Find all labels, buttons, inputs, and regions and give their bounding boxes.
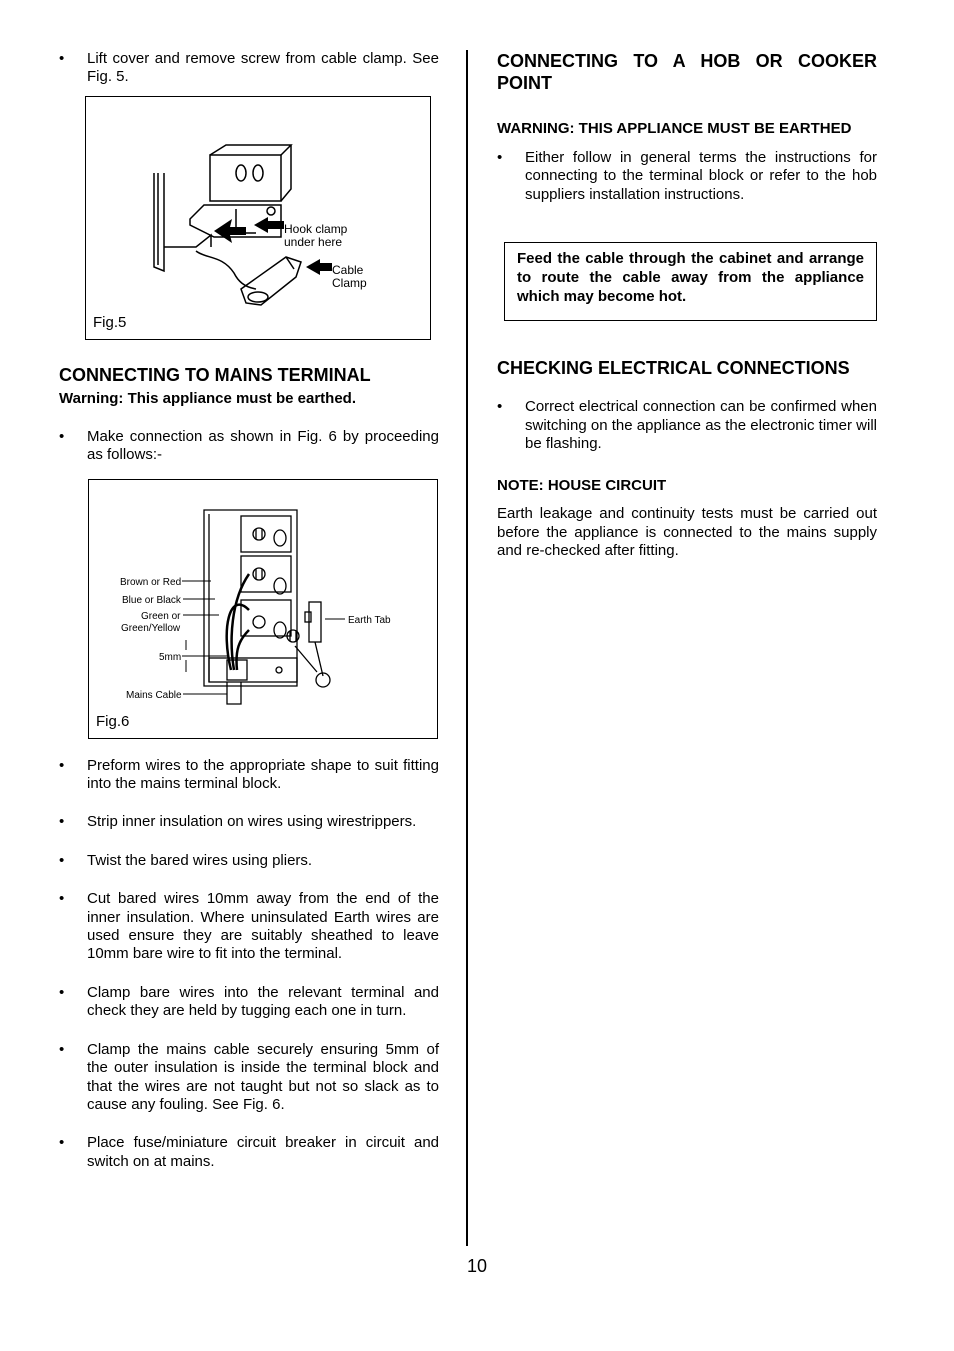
insulation-5mm-label: 5mm — [159, 651, 182, 663]
step-item — [59, 1041, 439, 1115]
step-item — [59, 890, 439, 964]
hob-heading: CONNECTING TO A HOB OR COOKER POINT — [497, 51, 877, 93]
figure-5 — [85, 96, 431, 340]
step-item — [59, 1134, 439, 1171]
right-column — [497, 50, 877, 561]
check-heading: CHECKING ELECTRICAL CONNECTIONS — [497, 358, 850, 379]
cable-clamp-label-2: Clamp — [332, 275, 367, 290]
brown-wire-label: Brown or Red — [120, 576, 182, 588]
step-text: Preform wires to the appropriate shape to suit fitting into the mains terminal block. — [87, 756, 439, 793]
green-wire-label-2: Green/Yellow — [121, 622, 181, 634]
bullet-mark: • — [59, 756, 65, 774]
step-text: Place fuse/miniature circuit breaker in circuit and switch on at mains. — [87, 1134, 439, 1170]
mains-warning: Warning: This appliance must be earthed. — [59, 389, 356, 407]
step-text: Strip inner insulation on wires using wirestrippers. — [87, 813, 417, 831]
step-text: Twist the bared wires using pliers. — [87, 851, 313, 869]
bullet-mark: • — [59, 983, 65, 1001]
bullet-mark: • — [497, 149, 503, 166]
earth-tab-label: Earth Tab — [348, 614, 391, 626]
bullet-mark: • — [59, 427, 65, 445]
bullet-mark: • — [59, 813, 65, 831]
bullet-mark: • — [497, 398, 503, 416]
terminal-block-diagram — [89, 480, 437, 738]
connection-text: Make connection as shown in Fig. 6 by proceeding as follows:- — [87, 427, 439, 464]
page-number: 10 — [466, 1256, 488, 1276]
blue-wire-label: Blue or Black — [122, 594, 181, 606]
bullet-mark: • — [59, 890, 65, 908]
bullet-mark: • — [59, 1134, 65, 1152]
step-item — [59, 984, 439, 1021]
bullet-mark: • — [59, 1040, 65, 1058]
connection-bullet — [59, 428, 439, 465]
mains-cable-label: Mains Cable — [126, 689, 182, 701]
left-column — [59, 50, 439, 1171]
step-item — [59, 852, 439, 870]
cable-clamp-label-1: Cable — [332, 262, 364, 277]
green-wire-label-1: Green or — [141, 610, 181, 622]
fig6-caption: Fig.6 — [96, 712, 130, 730]
figure-6 — [88, 479, 438, 739]
mains-heading: CONNECTING TO MAINS TERMINAL — [59, 364, 371, 385]
bullet-mark: • — [59, 851, 65, 869]
check-bullet — [497, 398, 877, 453]
bullet-mark: • — [59, 50, 65, 67]
column-divider — [466, 50, 468, 1246]
hook-clamp-label-1: Hook clamp — [284, 221, 348, 236]
intro-bullet — [59, 50, 439, 87]
fig5-caption: Fig.5 — [93, 313, 127, 331]
hob-warning: WARNING: THIS APPLIANCE MUST BE EARTHED — [497, 120, 852, 137]
step-item — [59, 813, 439, 831]
note-heading: NOTE: HOUSE CIRCUIT — [497, 477, 667, 495]
step-text: Clamp bare wires into the relevant terminal and check they are held by tugging each one in turn. — [87, 983, 439, 1020]
step-item — [59, 757, 439, 794]
cable-clamp-diagram — [86, 97, 430, 339]
step-text: Clamp the mains cable securely ensuring 5mm of the outer insulation is inside the terminal block and that the wires are not taught but not so slack as to cause any fouling. See Fig. 6. — [87, 1040, 439, 1113]
steps-list — [59, 757, 439, 1172]
hook-clamp-label-2: under here — [284, 234, 343, 249]
check-bullet-text: Correct electrical connection can be confirmed when switching on the appliance as the electronic timer will be flashing. — [525, 398, 877, 453]
step-text: Cut bared wires 10mm away from the end of the inner insulation. Where uninsulated Earth wires are used ensure they are suitably sheathed to leave 10mm bare wire to fit into the terminal. — [87, 890, 439, 963]
hob-bullet — [497, 149, 877, 204]
hob-bullet-text: Either follow in general terms the instructions for connecting to the terminal block or refer to the hob suppliers installation instructions. — [525, 149, 877, 203]
feed-cable-note: Feed the cable through the cabinet and arrange to route the cable away from the appliance which may become hot. — [504, 242, 877, 321]
intro-text: Lift cover and remove screw from cable clamp. See Fig. 5. — [87, 50, 439, 86]
note-text: Earth leakage and continuity tests must be carried out before the appliance is connected to the mains supply and re-checked after fitting. — [497, 505, 877, 560]
